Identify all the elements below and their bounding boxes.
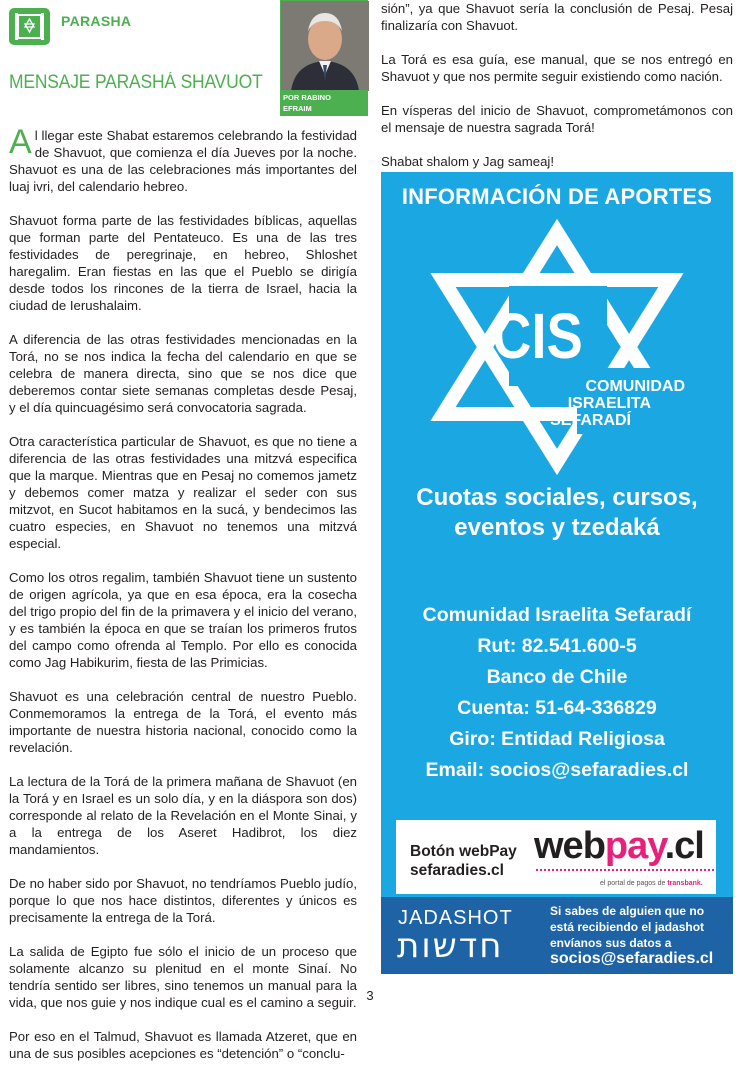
webpay-logo-web: web <box>534 825 605 867</box>
torah-scroll-icon <box>9 8 50 45</box>
jadashot-msg-line1: Si sabes de alguien que no <box>550 904 705 918</box>
webpay-sub-text: el portal de pagos de <box>600 880 668 887</box>
paragraph: Shabat shalom y Jag sameaj! <box>381 154 554 169</box>
donation-title: INFORMACIÓN DE APORTES <box>401 184 713 209</box>
paragraph: A diferencia de las otras festividades mencionadas en la Torá, no se nos indica la fecha del calendario en que se celebra de manera directa, sino que se nos dice que deberemos contar siete semanas completas desde Pesaj, y el día quincuagésimo será convocatoria sagrada. <box>9 332 357 415</box>
paragraph: De no haber sido por Shavuot, no tendríamos Pueblo judío, porque lo que nos hace distintos, diferentes y únicos es precisamente la entrega de la Torá. <box>9 876 357 925</box>
paragraph: Otra característica particular de Shavuot, es que no tiene a diferencia de las otras festividades una mitzvá especifica que la marque. Mientras que en Pesaj no comemos jametz y debemos comer matza y realizar el seder con sus mitzvot, en Sucot habitamos en la sucá, y bendecimos las cuatro especies, en Shavuot no tenemos una mitzvá especial. <box>9 434 357 551</box>
author-caption-line2: EFRAIM ROSENZWEIG <box>283 104 335 124</box>
logo-line3: SEFARADÍ <box>550 412 631 429</box>
first-paragraph-text: l llegar este Shabat estaremos celebrando la festividad de Shavuot, que comienza el día Jueves por la noche. Shavuot es una de las celebraciones más importantes del luaj ivri, del calendario hebreo. <box>9 128 357 194</box>
webpay-line2[interactable]: sefaradies.cl <box>410 862 504 879</box>
donation-headline <box>381 483 733 543</box>
paragraph: Shavuot es una celebración central de nuestro Pueblo. Conmemoramos la entrega de la Torá, el evento más importante de nuestra historia nacional, conocido como la revelación. <box>9 689 357 755</box>
jadashot-message <box>550 903 730 951</box>
logo-line2: ISRAELITA <box>567 395 651 412</box>
jadashot-msg-line2: está recibiendo el jadashot <box>550 920 705 934</box>
bank-info <box>381 600 733 786</box>
info-rut: Rut: 82.541.600-5 <box>477 635 637 657</box>
paragraph: La lectura de la Torá de la primera mañana de Shavuot (en la Torá y en Israel es un solo día, y en la diáspora son dos) corresponde al relato de la Revelación en el Monte Sinai, y a la entrega de los Aseret Hadibrot, los diez mandamientos. <box>9 774 357 857</box>
author-photo <box>280 0 368 90</box>
author-caption <box>280 90 368 124</box>
cis-letters: CIS <box>492 299 583 373</box>
page-number: 3 <box>366 988 374 1003</box>
paragraph: La salida de Egipto fue sólo el inicio de un proceso que solamente alcanzo su plenitud en el monte Sinaí. No tendría sentido ser libres, sino tenemos un manual para la vida, que nos guie y nos indique cual es el camino a seguir. <box>9 944 357 1010</box>
logo-line1: COMUNIDAD <box>585 378 685 395</box>
info-giro: Giro: Entidad Religiosa <box>449 728 665 750</box>
webpay-logo-cl: .cl <box>664 825 704 867</box>
webpay-logo <box>534 826 704 866</box>
jadashot-email[interactable]: socios@sefaradies.cl <box>550 950 714 967</box>
article-body-left <box>9 123 357 1079</box>
webpay-line1: Botón webPay <box>410 843 517 860</box>
first-paragraph <box>9 123 357 195</box>
paragraph: sión”, ya que Shavuot sería la conclusión de Pesaj. Pesaj finalizaría con Shavuot. <box>381 1 733 33</box>
info-bank: Banco de Chile <box>486 666 628 688</box>
webpay-text <box>410 842 517 880</box>
cis-star-logo <box>427 228 687 466</box>
jadashot-name: JADASHOT <box>398 907 513 929</box>
article-title: MENSAJE PARASHÁ SHAVUOT <box>9 72 263 93</box>
jadashot-hebrew: חדשות <box>397 926 504 966</box>
webpay-logo-pay: pay <box>604 825 665 867</box>
headline-line1: Cuotas sociales, cursos, <box>416 484 698 511</box>
paragraph: Como los otros regalim, también Shavuot tiene un sustento de origen agrícola, ya que en esa época, era la cosecha del trigo propio del fin de la primavera y el inicio del verano, y es también la época en que se traían los primeros frutos del campo como ofrenda al Templo. Por ello es conocida como Jag Habikurim, fiesta de las Primicias. <box>9 570 357 670</box>
paragraph: La Torá es esa guía, ese manual, que se nos entregó en Shavuot y que nos permite seguir existiendo como nación. <box>381 52 733 84</box>
paragraph: Shavuot forma parte de las festividades bíblicas, aquellas que forman parte del Pentateuco. Es una de las tres festividades de peregrinaje, en hebreo, Shloshet haregalim. Eran fiestas en las que el Pueblo se dirigía desde todos los rincones de la tierra de Israel, hacia la ciudad de Ierushalaim. <box>9 213 357 313</box>
transbank-label: transbank. <box>667 880 703 887</box>
info-account: Cuenta: 51-64-336829 <box>457 697 657 719</box>
author-caption-line1: POR RABINO <box>283 93 331 102</box>
jadashot-msg-line3: envíanos sus datos a <box>550 936 672 950</box>
webpay-divider <box>536 869 714 871</box>
webpay-subtitle <box>600 880 703 887</box>
article-body-right <box>381 0 733 187</box>
drop-cap: A <box>9 123 32 161</box>
headline-line2: eventos y tzedaká <box>454 514 660 541</box>
paragraph: Por eso en el Talmud, Shavuot es llamada Atzeret, que en una de sus posibles acepciones es “detención” o “conclu- <box>9 1029 357 1061</box>
info-email[interactable]: Email: socios@sefaradies.cl <box>425 759 689 781</box>
paragraph: En vísperas del inicio de Shavuot, comprometámonos con el mensaje de nuestra sagrada Torá! <box>381 103 733 135</box>
info-org: Comunidad Israelita Sefaradí <box>422 604 692 626</box>
section-label: PARASHA <box>61 13 132 29</box>
